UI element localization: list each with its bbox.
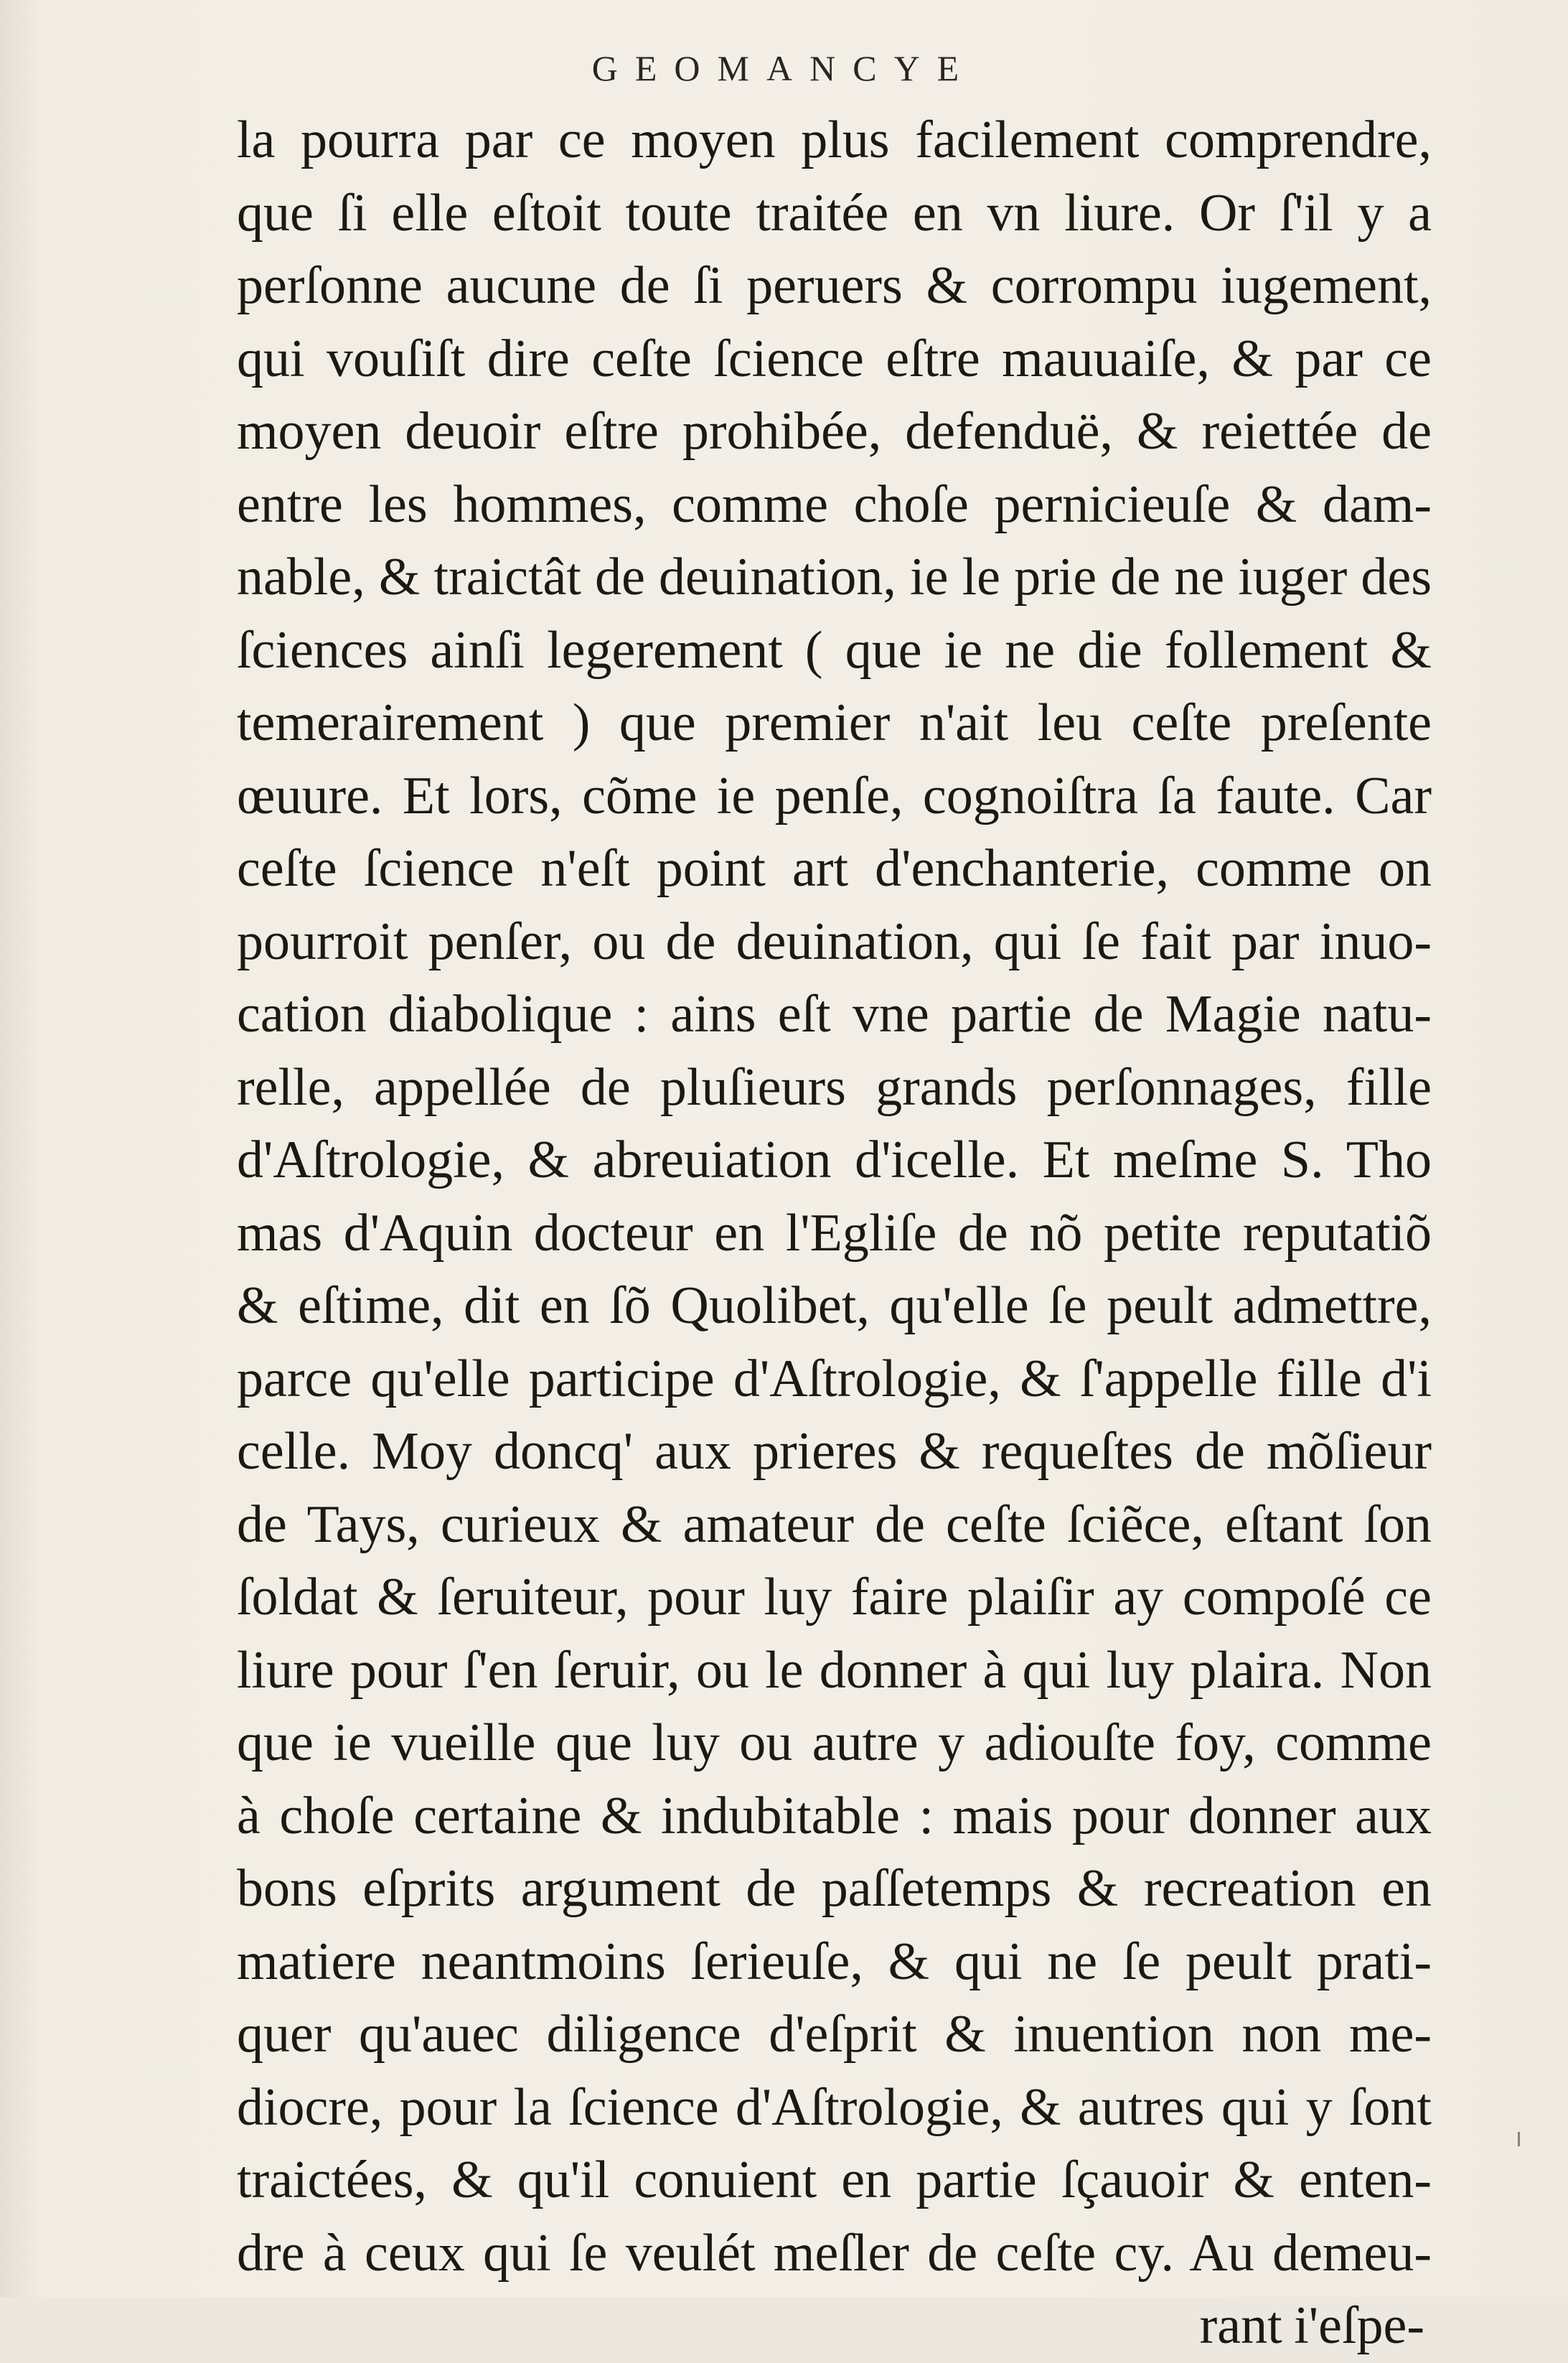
- text-line: parce qu'elle participe d'Aſtrologie, & ſ'appelle fille d'i: [237, 1349, 1432, 1408]
- text-line: bons eſprits argument de paſſetemps & recreation en: [237, 1859, 1432, 1918]
- text-line: que ie vueille que luy ou autre y adiouſte foy, comme: [237, 1713, 1432, 1772]
- text-line: celle. Moy doncq' aux prieres & requeſtes de mõſieur: [237, 1422, 1432, 1481]
- text-line: traictées, & qu'il conuient en partie ſçauoir & enten-: [237, 2151, 1432, 2209]
- text-line: diocre, pour la ſcience d'Aſtrologie, & autres qui y ſont: [237, 2077, 1432, 2137]
- text-line: qui vouſiſt dire ceſte ſcience eſtre mauuaiſe, & par ce: [237, 329, 1432, 388]
- text-line: ſciences ainſi legerement ( que ie ne die follement &: [237, 620, 1432, 680]
- text-line: quer qu'auec diligence d'eſprit & inuention non me-: [237, 2005, 1432, 2064]
- text-line: pourroit penſer, ou de deuination, qui ſe fait par inuo-: [237, 912, 1432, 971]
- text-line: la pourra par ce moyen plus facilement comprendre,: [237, 111, 1432, 169]
- text-line: à choſe certaine & indubitable : mais pour donner aux: [237, 1786, 1432, 1845]
- body-text: [237, 104, 1432, 2363]
- text-line: d'Aſtrologie, & abreuiation d'icelle. Et meſme S. Tho: [237, 1131, 1432, 1189]
- text-line: moyen deuoir eſtre prohibée, defenduë, & reiettée de: [237, 402, 1432, 461]
- text-line: liure pour ſ'en ſeruir, ou le donner à qui luy plaira. Non: [237, 1640, 1432, 1700]
- text-line: ceſte ſcience n'eſt point art d'enchanterie, comme on: [237, 839, 1432, 898]
- running-head: GEOMANCYE: [591, 48, 977, 88]
- text-line: cation diabolique : ains eſt vne partie de Magie natu-: [237, 985, 1432, 1044]
- text-line: de Tays, curieux & amateur de ceſte ſciẽce, eſtant ſon: [237, 1494, 1432, 1554]
- text-line: que ſi elle eſtoit toute traitée en vn liure. Or ſ'il y a: [237, 183, 1432, 243]
- text-line: matiere neantmoins ſerieuſe, & qui ne ſe peult prati-: [237, 1932, 1432, 1991]
- page-edge-mark: [1518, 2132, 1520, 2146]
- text-line: œuure. Et lors, cõme ie penſe, cognoiſtra ſa faute. Car: [237, 766, 1432, 825]
- text-line: entre les hommes, comme choſe pernicieuſe & dam-: [237, 474, 1432, 534]
- text-line: dre à ceux qui ſe veulét meſler de ceſte cy. Au demeu-: [237, 2223, 1432, 2283]
- text-line: perſonne aucune de ſi peruers & corrompu iugement,: [237, 256, 1432, 315]
- text-line: ſoldat & ſeruiteur, pour luy faire plaiſir ay compoſé ce: [237, 1568, 1432, 1627]
- text-line: relle, appellée de pluſieurs grands perſonnages, fille: [237, 1057, 1432, 1117]
- text-line: mas d'Aquin docteur en l'Egliſe de nõ petite reputatiõ: [237, 1203, 1432, 1263]
- text-line: temerairement ) que premier n'ait leu ceſte preſente: [237, 693, 1432, 752]
- catchword-line: rant i'eſpe-: [1199, 2296, 1424, 2355]
- text-line: nable, & traictât de deuination, ie le prie de ne iuger des: [237, 548, 1432, 607]
- text-line: & eſtime, dit en ſõ Quolibet, qu'elle ſe peult admettre,: [237, 1276, 1432, 1335]
